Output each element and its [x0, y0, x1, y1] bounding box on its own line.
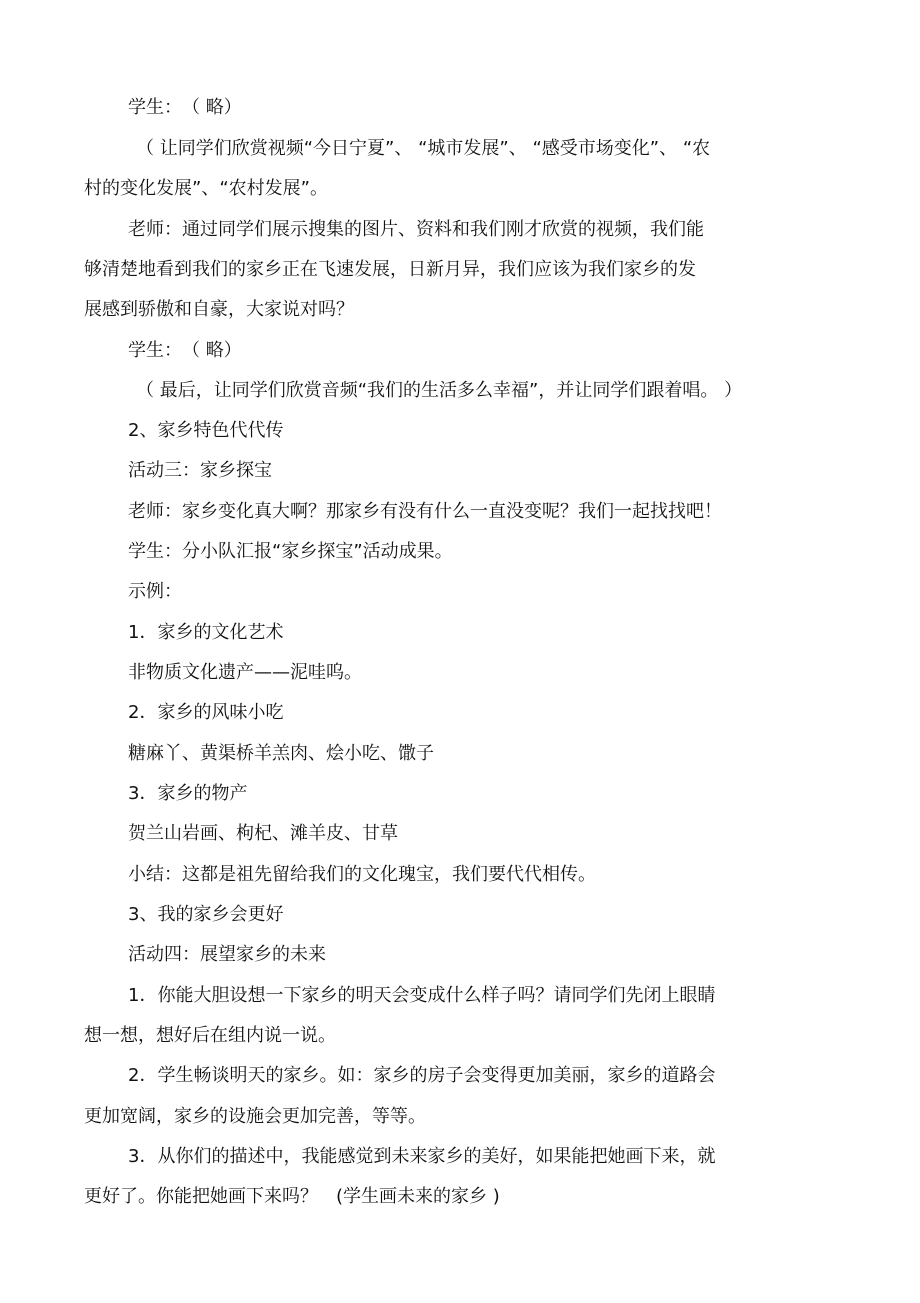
activity-heading: 活动三：家乡探宝 [128, 460, 272, 481]
text-line: 非物质文化遗产——泥哇呜。 [128, 662, 362, 683]
text-line: 学生： （ 略） [128, 97, 242, 118]
text-line: 更加宽阔，家乡的设施会更加完善，等等。 [84, 1106, 426, 1127]
text-line: （ 让同学们欣赏视频“今日宁夏”、 “城市发展”、 “感受市场变化”、 “农 [136, 138, 711, 159]
text-line: 老师：通过同学们展示搜集的图片、资料和我们刚才欣赏的视频，我们能 [128, 219, 704, 240]
section-heading: 2、家乡特色代代传 [128, 420, 284, 441]
text-line: 2．学生畅谈明天的家乡。如：家乡的房子会变得更加美丽，家乡的道路会 [128, 1065, 716, 1086]
activity-heading: 活动四：展望家乡的未来 [128, 944, 326, 965]
text-line: 糖麻丫、黄渠桥羊羔肉、烩小吃、馓子 [128, 743, 434, 764]
text-line: 想一想，想好后在组内说一说。 [84, 1025, 336, 1046]
text-line: 1．你能大胆设想一下家乡的明天会变成什么样子吗？请同学们先闭上眼睛 [128, 985, 716, 1006]
text-line: 学生：分小队汇报“家乡探宝”活动成果。 [128, 541, 453, 562]
text-line: 村的变化发展”、“农村发展”。 [84, 178, 328, 199]
text-line: 更好了。你能把她画下来吗？ (学生画未来的家乡 ) [84, 1186, 500, 1207]
text-line: 贺兰山岩画、枸杞、滩羊皮、甘草 [128, 823, 398, 844]
text-line: 小结：这都是祖先留给我们的文化瑰宝，我们要代代相传。 [128, 864, 596, 885]
text-line: 学生： （ 略） [128, 340, 242, 361]
list-item-heading: 2．家乡的风味小吃 [128, 702, 284, 723]
text-line: 示例： [128, 581, 182, 602]
text-line: （ 最后，让同学们欣赏音频“我们的生活多么幸福”，并让同学们跟着唱。 ） [136, 380, 743, 401]
list-item-heading: 1．家乡的文化艺术 [128, 622, 284, 643]
text-line: 老师：家乡变化真大啊？那家乡有没有什么一直没变呢？我们一起找找吧！ [128, 501, 722, 522]
section-heading: 3、我的家乡会更好 [128, 904, 284, 925]
list-item-heading: 3．家乡的物产 [128, 783, 248, 804]
text-line: 3．从你们的描述中，我能感觉到未来家乡的美好，如果能把她画下来，就 [128, 1146, 716, 1167]
text-line: 够清楚地看到我们的家乡正在飞速发展，日新月异，我们应该为我们家乡的发 [84, 259, 696, 280]
text-line: 展感到骄傲和自豪，大家说对吗？ [84, 299, 354, 320]
